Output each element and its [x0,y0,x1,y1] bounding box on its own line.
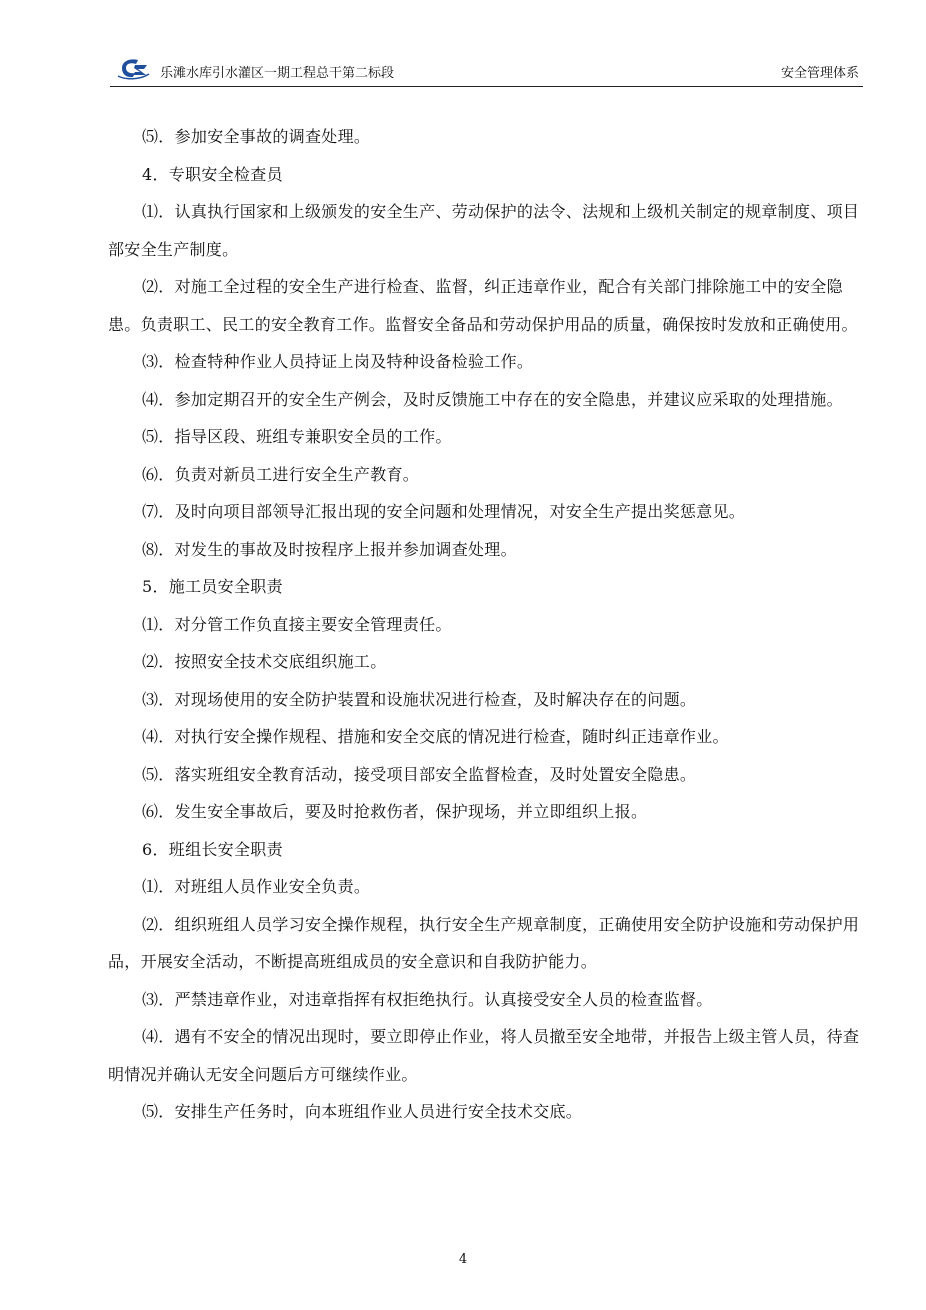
paragraph: ⑴．认真执行国家和上级颁发的安全生产、劳动保护的法令、法规和上级机关制定的规章制度、项目部安全生产制度。 [108,202,860,259]
paragraph: ⑶．检查特种作业人员持证上岗及特种设备检验工作。 [142,352,534,371]
paragraph: ⑹．发生安全事故后，要及时抢救伤者，保护现场，并立即组织上报。 [142,802,648,821]
paragraph: ⑸．安排生产任务时，向本班组作业人员进行安全技术交底。 [142,1102,583,1121]
paragraph: ⑶．对现场使用的安全防护装置和设施状况进行检查，及时解决存在的问题。 [142,689,697,709]
paragraph: ⑴．对班组人员作业安全负责。 [142,877,371,896]
page-header [110,52,863,87]
paragraph: ⑷．对执行安全操作规程、措施和安全交底的情况进行检查，随时纠正违章作业。 [142,727,729,746]
paragraph: ⑶．严禁违章作业，对违章指挥有权拒绝执行。认真接受安全人员的检查监督。 [142,989,713,1009]
paragraph: ⑵．按照安全技术交底组织施工。 [142,652,387,671]
section-heading: 6．班组长安全职责 [142,839,283,859]
paragraph: ⑸．指导区段、班组专兼职安全员的工作。 [142,427,452,446]
paragraph: ⑴．对分管工作负直接主要安全管理责任。 [142,614,452,634]
paragraph: ⑻．对发生的事故及时按程序上报并参加调查处理。 [142,539,517,559]
paragraph: ⑷．遇有不安全的情况出现时，要立即停止作业，将人员撤至安全地带，并报告上级主管人员，待查明情况并确认无安全问题后方可继续作业。 [108,1027,860,1084]
paragraph: ⑸．落实班组安全教育活动，接受项目部安全监督检查，及时处置安全隐患。 [142,764,697,784]
paragraph: ⑵．组织班组人员学习安全操作规程，执行安全生产规章制度，正确使用安全防护设施和劳动保护用品，开展安全活动，不断提高班组成员的安全意识和自我防护能力。 [108,914,860,971]
paragraph: ⑺．及时向项目部领导汇报出现的安全问题和处理情况，对安全生产提出奖惩意见。 [142,502,746,521]
paragraph: ⑹．负责对新员工进行安全生产教育。 [142,464,420,484]
page-number: 4 [458,1252,468,1267]
header-section-title: 安全管理体系 [780,66,859,81]
section-heading: 5．施工员安全职责 [142,577,283,596]
section-heading: 4．专职安全检查员 [142,164,283,184]
paragraph: ⑵．对施工全过程的安全生产进行检查、监督，纠正违章作业，配合有关部门排除施工中的安全隐患。负责职工、民工的安全教育工作。监督安全备品和劳动保护用品的质量，确保按时发放和正确使用。 [108,277,858,334]
paragraph: ⑷．参加定期召开的安全生产例会，及时反馈施工中存在的安全隐患，并建议应采取的处理措施。 [142,389,843,409]
header-project-title: 乐滩水库引水灌区一期工程总干第二标段 [160,66,395,81]
paragraph: ⑸．参加安全事故的调查处理。 [142,127,371,146]
document-body [108,118,860,1131]
company-logo-icon [116,56,150,80]
